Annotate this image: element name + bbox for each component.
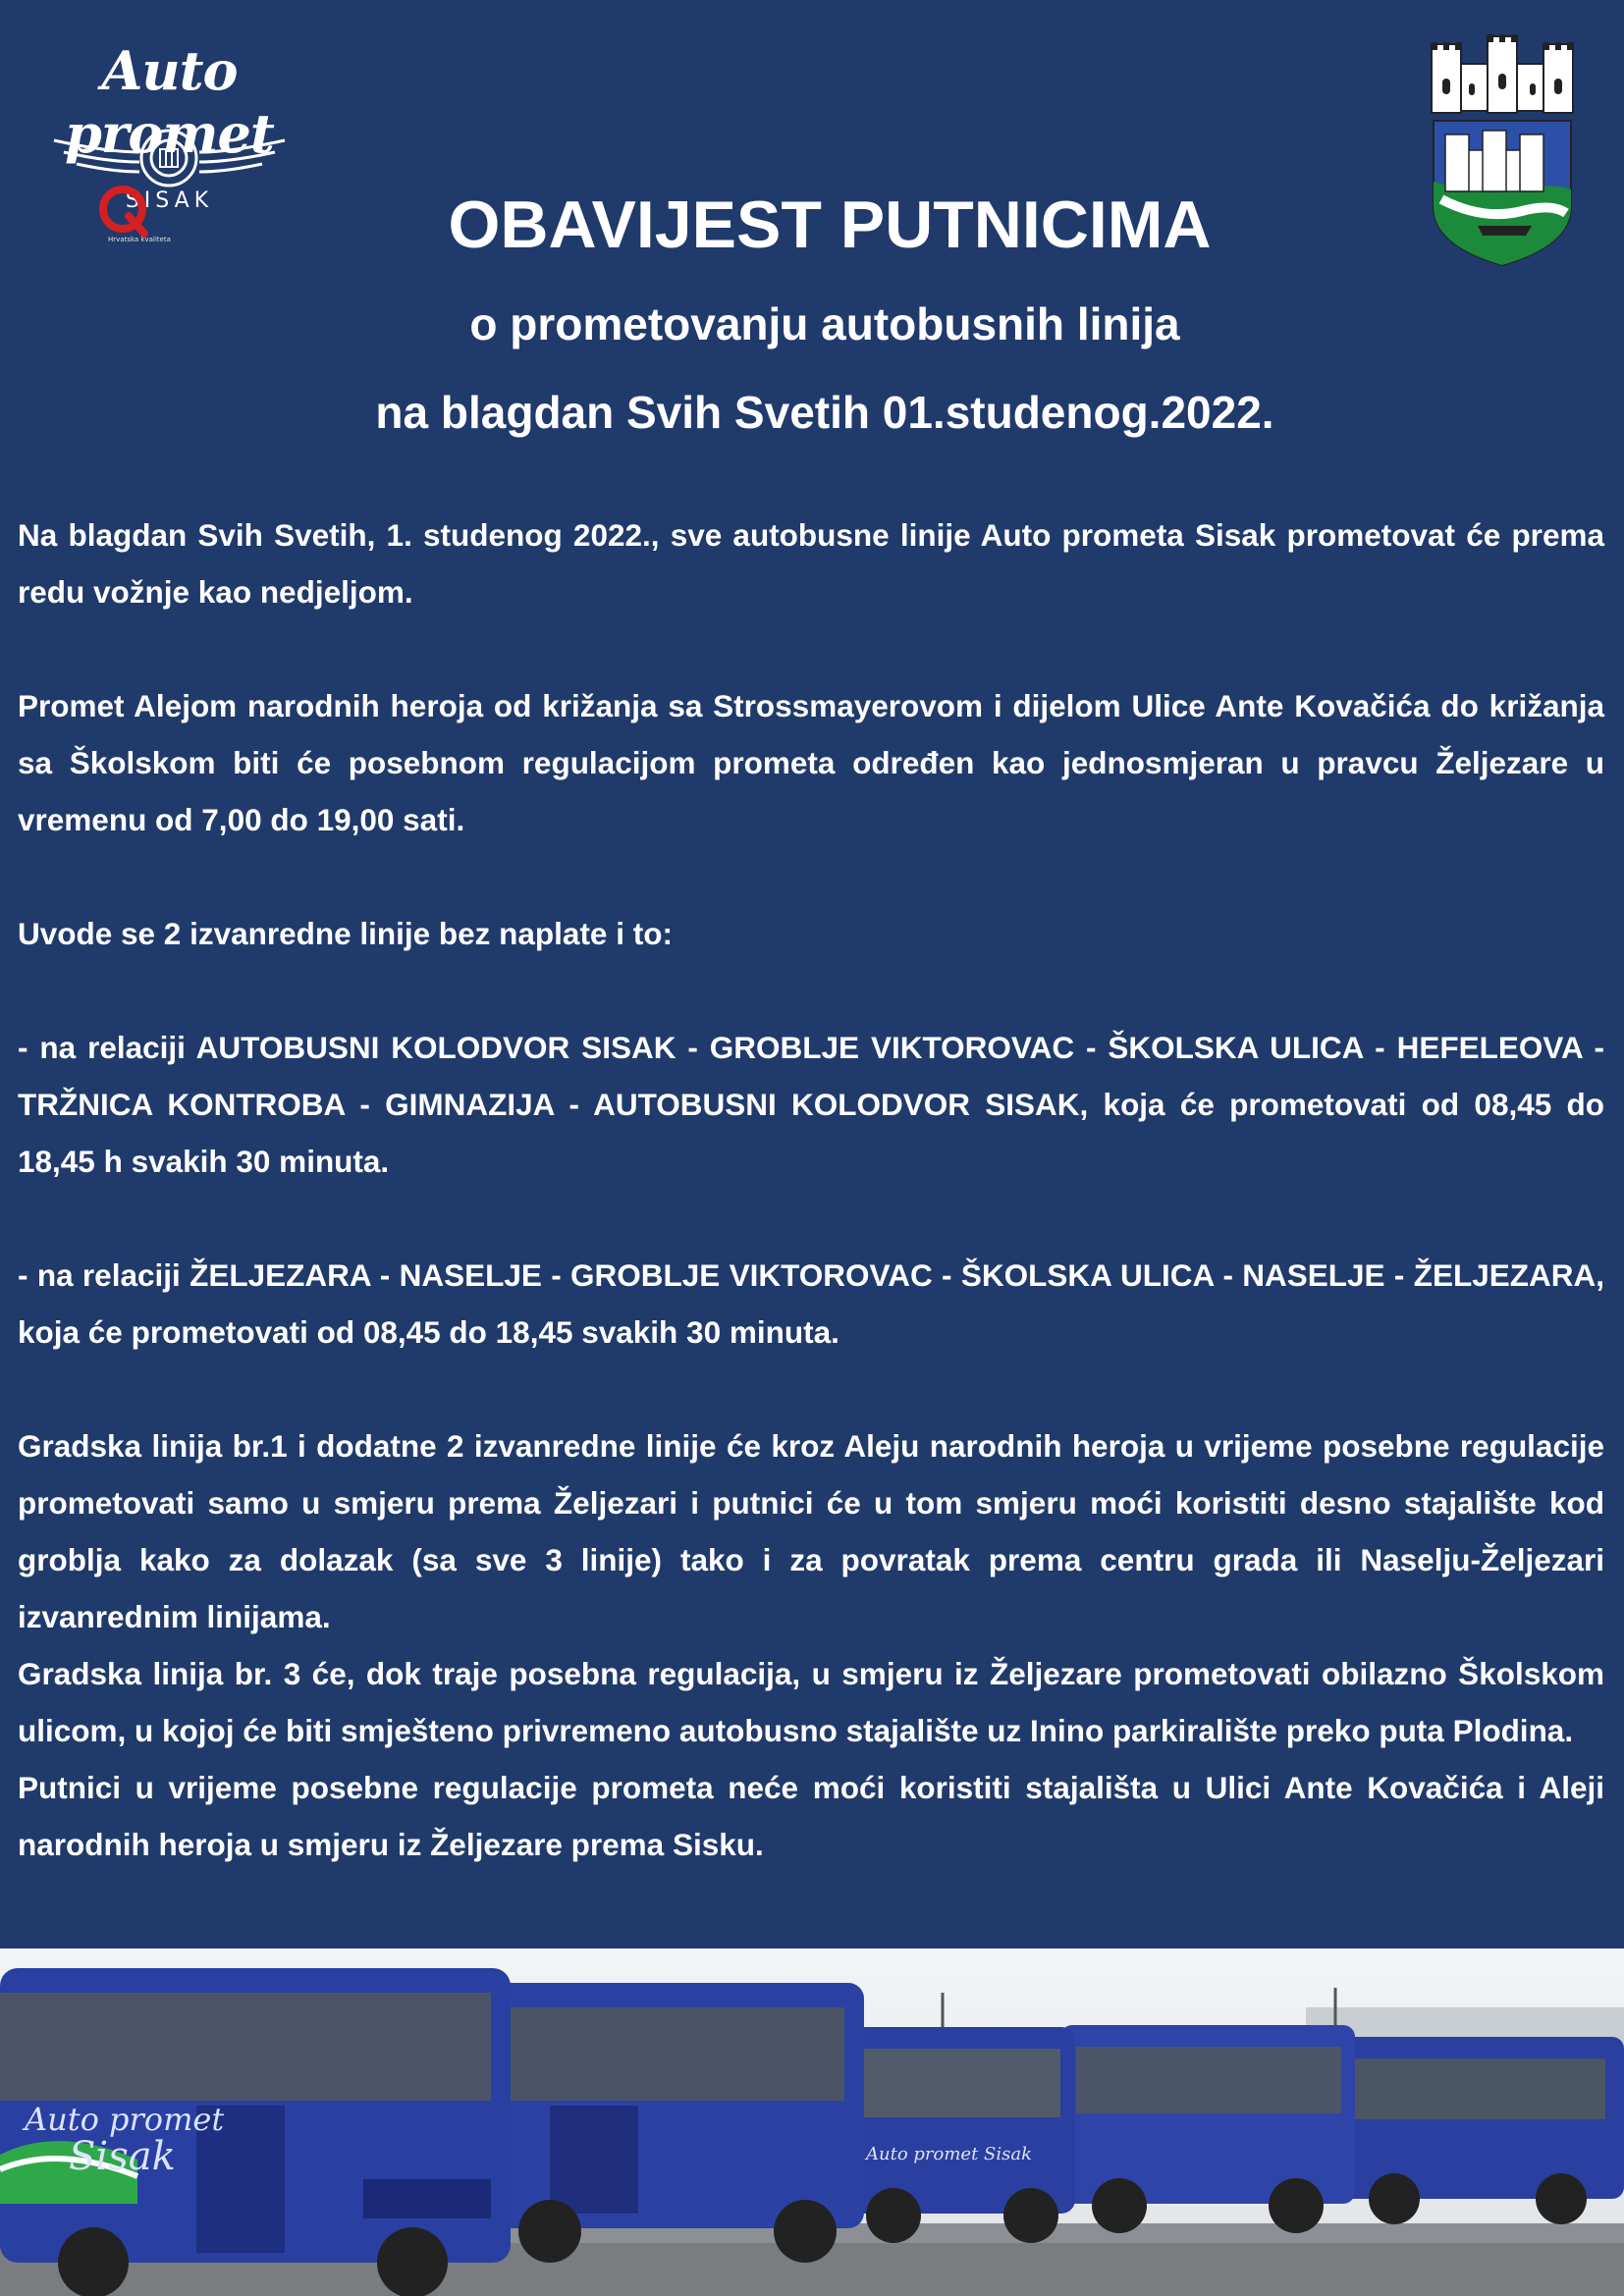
logo-script-text: Auto promet bbox=[65, 39, 274, 165]
bus-small-brand: Auto promet Sisak bbox=[866, 2144, 1032, 2164]
bus-script-city: Sisak bbox=[69, 2134, 176, 2179]
paragraph-line-3-details: Gradska linija br. 3 će, dok traje posebna regulacija, u smjeru iz Željezare prometovati obilazno Školskom ulicom, u kojoj će biti smješteno privremeno autobusno stajalište uz Inino parkiralište preko puta Plodina. bbox=[18, 1656, 1604, 1748]
winged-wheel-icon bbox=[49, 123, 290, 191]
paragraph-line-1-details: Gradska linija br.1 i dodatne 2 izvanredne linije će kroz Aleju narodnih heroja u vrijeme posebne regulacije prometovati samo u smjeru prema Željezari i putnici će u tom smjeru moći koristiti desno stajalište kod groblja kako za dolazak (sa sve 3 linije) tako i za povratak prema centru grada ili Naselju-Željezari izvanrednim linijama. bbox=[18, 1428, 1604, 1634]
paragraph-one-way-regulation: Promet Alejom narodnih heroja od križanja sa Strossmayerovom i dijelom Ulice Ante Kovačića do križanja sa Školskom biti će posebnom regulacijom prometa određen kao jednosmjeran u pravcu Željezare u vremenu od 7,00 do 19,00 sati. bbox=[18, 688, 1604, 837]
paragraph-extra-lines-intro: Uvode se 2 izvanredne linije bez naplate i to: bbox=[18, 916, 673, 951]
notice-body bbox=[18, 507, 1604, 1873]
subtitle-line-2: na blagdan Svih Svetih 01.studenog.2022. bbox=[375, 387, 1274, 438]
quality-label: Hrvatska kvaliteta bbox=[108, 236, 171, 243]
paragraph-extra-line-2: - na relaciji ŽELJEZARA - NASELJE - GROBLJE VIKTOROVAC - ŠKOLSKA ULICA - NASELJE - ŽELJEZARA, koja će prometovati od 08,45 do 18,45 svakih 30 minuta. bbox=[18, 1257, 1604, 1350]
page-title: OBAVIJEST PUTNICIMA bbox=[448, 187, 1212, 262]
paragraph-stops-closed: Putnici u vrijeme posebne regulacije prometa neće moći koristiti stajališta u Ulici Ante Kovačića i Aleji narodnih heroja u smjeru iz Željezare prema Sisku. bbox=[18, 1770, 1604, 1862]
logo-city-text: SISAK bbox=[125, 188, 214, 213]
bus-fleet-photo bbox=[0, 1949, 1624, 2296]
paragraph-holiday-schedule: Na blagdan Svih Svetih, 1. studenog 2022., sve autobusne linije Auto prometa Sisak prometovat će prema redu vožnje kao nedjeljom. bbox=[18, 517, 1604, 610]
subtitle-line-1: o prometovanju autobusnih linija bbox=[469, 298, 1180, 349]
paragraph-extra-line-1: - na relaciji AUTOBUSNI KOLODVOR SISAK - GROBLJE VIKTOROVAC - ŠKOLSKA ULICA - HEFELEOVA - TRŽNICA KONTROBA - GIMNAZIJA - AUTOBUSNI KOLODVOR SISAK, koja će prometovati od 08,45 do 18,45 h svakih 30 minuta. bbox=[18, 1030, 1604, 1179]
bus-script-brand: Auto promet bbox=[25, 2101, 225, 2138]
